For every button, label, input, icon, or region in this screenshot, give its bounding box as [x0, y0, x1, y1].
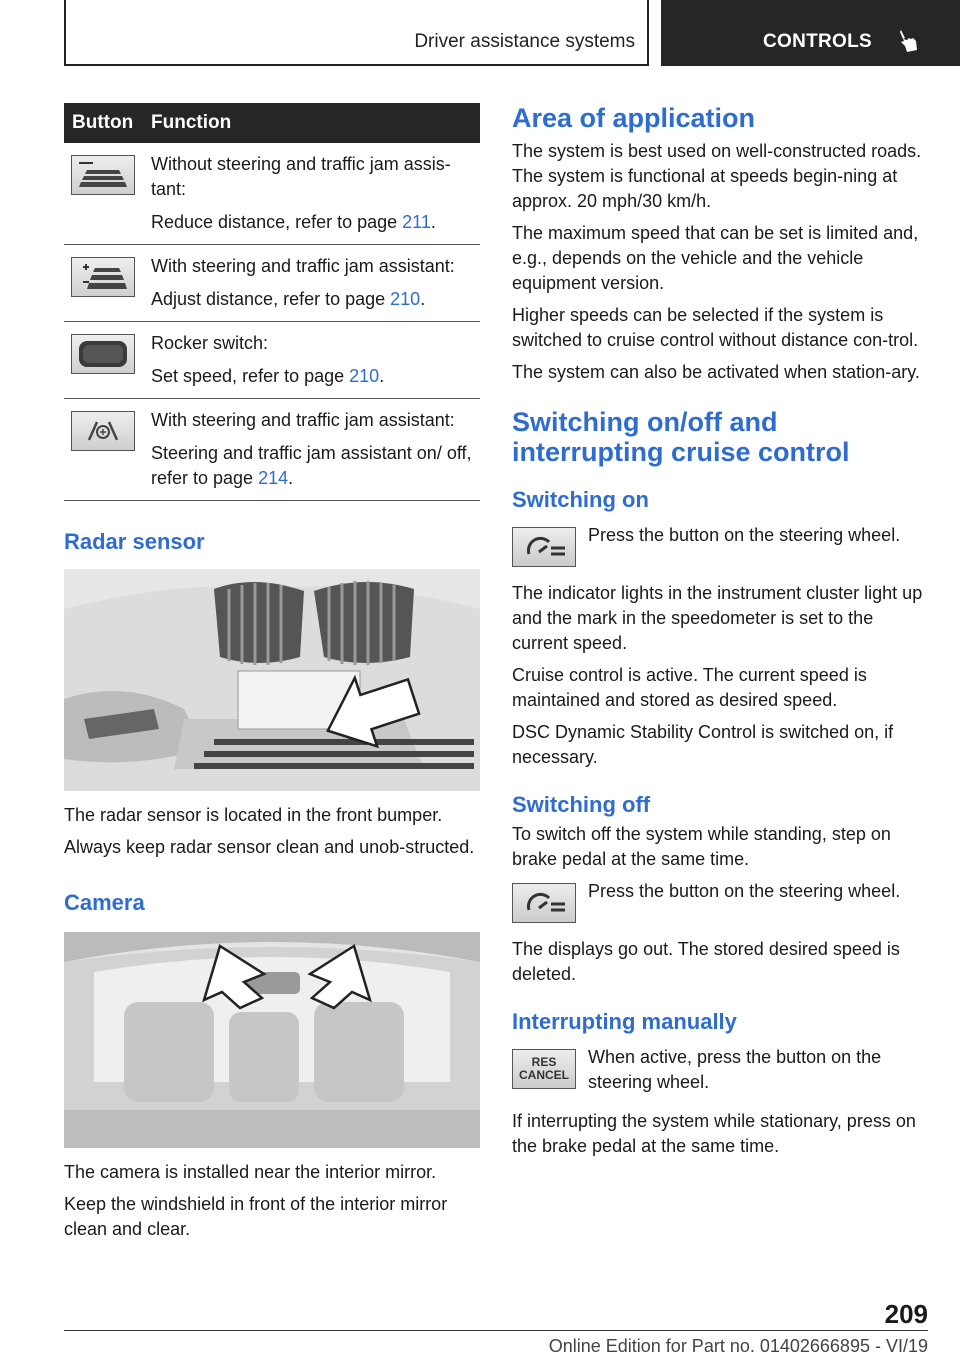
pointing-hand-icon — [897, 28, 921, 54]
radar-body — [64, 803, 480, 860]
steering-assist-icon — [71, 411, 135, 451]
switching-heading: Switching on/off and interrupting cruise control — [512, 407, 850, 467]
area-paragraph: The maximum speed that can be set is limited and, e.g., depends on the vehicle and the vehicle equipment version. — [512, 223, 919, 293]
page-link[interactable]: 210 — [349, 366, 380, 386]
interrupting-paragraph: If interrupting the system while stationary, press on the brake pedal at the same time. — [512, 1111, 916, 1156]
row-condition: With steering and traffic jam assistant: — [151, 410, 455, 430]
footer-edition: Online Edition for Part no. 01402666895 - VI/19 — [548, 1336, 928, 1356]
switching-off-body — [512, 822, 928, 872]
switching-off-button-row — [512, 879, 928, 923]
rocker-switch-icon — [71, 334, 135, 374]
table-row — [64, 245, 480, 322]
area-paragraph: The system can also be activated when station-ary. — [512, 362, 920, 382]
switching-on-paragraph: The indicator lights in the instrument cluster light up and the mark in the speedometer is set to the current speed. — [512, 583, 923, 653]
table-row — [64, 143, 480, 245]
switching-on-body — [512, 581, 928, 770]
res-cancel-button-icon: RES CANCEL — [512, 1049, 576, 1089]
table-row — [64, 322, 480, 399]
area-heading: Area of application — [512, 103, 756, 133]
page-number: 209 — [884, 1299, 928, 1329]
footer-rule — [64, 1330, 928, 1331]
area-paragraph: The system is best used on well-constructed roads. The system is functional at speeds begin-ning at approx. 20 mph/30 km/h. — [512, 141, 922, 211]
radar-paragraph: The radar sensor is located in the front bumper. — [64, 805, 443, 825]
interrupting-instruction: When active, press the button on the steering wheel. — [588, 1047, 882, 1092]
header-chapter-box — [661, 0, 960, 66]
button-function-table — [64, 103, 480, 501]
switching-off-paragraph: The displays go out. The stored desired speed is deleted. — [512, 939, 900, 984]
radar-paragraph: Always keep radar sensor clean and unob-structed. — [64, 837, 475, 857]
switching-off-paragraph: To switch off the system while standing, step on brake pedal at the same time. — [512, 824, 891, 869]
radar-sensor-image — [64, 569, 480, 791]
row-function: Adjust distance, refer to page 210. — [151, 289, 426, 309]
interrupting-heading: Interrupting manually — [512, 1009, 737, 1034]
row-condition: Rocker switch: — [151, 333, 269, 353]
switching-on-button-row — [512, 523, 928, 567]
table-row — [64, 399, 480, 501]
header-chapter-title: CONTROLS — [763, 31, 873, 52]
page-link[interactable]: 214 — [258, 468, 289, 488]
radar-heading: Radar sensor — [64, 529, 205, 554]
camera-paragraph: The camera is installed near the interior mirror. — [64, 1162, 437, 1182]
row-function: Reduce distance, refer to page 211. — [151, 212, 436, 232]
camera-heading: Camera — [64, 890, 145, 915]
interrupting-button-row — [512, 1045, 928, 1095]
interrupting-body — [512, 1109, 928, 1159]
camera-image — [64, 932, 480, 1148]
switching-on-heading: Switching on — [512, 487, 649, 512]
camera-body — [64, 1160, 480, 1242]
switching-off-heading: Switching off — [512, 792, 651, 817]
area-paragraph: Higher speeds can be selected if the system is switched to cruise control without distance con-trol. — [512, 305, 919, 350]
page-link[interactable]: 210 — [390, 289, 421, 309]
switching-on-paragraph: Cruise control is active. The current speed is maintained and stored as desired speed. — [512, 665, 867, 710]
row-condition: With steering and traffic jam assistant: — [151, 256, 455, 276]
distance-reduce-icon — [71, 155, 135, 195]
switching-off-body-2 — [512, 937, 928, 987]
cruise-control-button-icon — [512, 883, 576, 923]
row-function: Set speed, refer to page 210. — [151, 366, 385, 386]
page-link[interactable]: 211 — [402, 212, 431, 232]
cruise-control-button-icon — [512, 527, 576, 567]
switching-on-instruction: Press the button on the steering wheel. — [588, 525, 901, 545]
row-function: Steering and traffic jam assistant on/ off, refer to page 214. — [151, 443, 472, 488]
row-condition: Without steering and traffic jam assis-tant: — [151, 154, 451, 199]
switching-on-paragraph: DSC Dynamic Stability Control is switched on, if necessary. — [512, 722, 894, 767]
camera-paragraph: Keep the windshield in front of the interior mirror clean and clear. — [64, 1194, 448, 1239]
left-column — [64, 103, 480, 1249]
col-header-function: Function — [142, 103, 480, 143]
area-body — [512, 139, 928, 385]
header-section-box — [64, 0, 649, 66]
switching-off-instruction: Press the button on the steering wheel. — [588, 881, 901, 901]
col-header-button: Button — [64, 103, 142, 143]
right-column — [512, 103, 928, 1166]
header-section-title: Driver assistance systems — [414, 31, 635, 52]
distance-adjust-icon — [71, 257, 135, 297]
